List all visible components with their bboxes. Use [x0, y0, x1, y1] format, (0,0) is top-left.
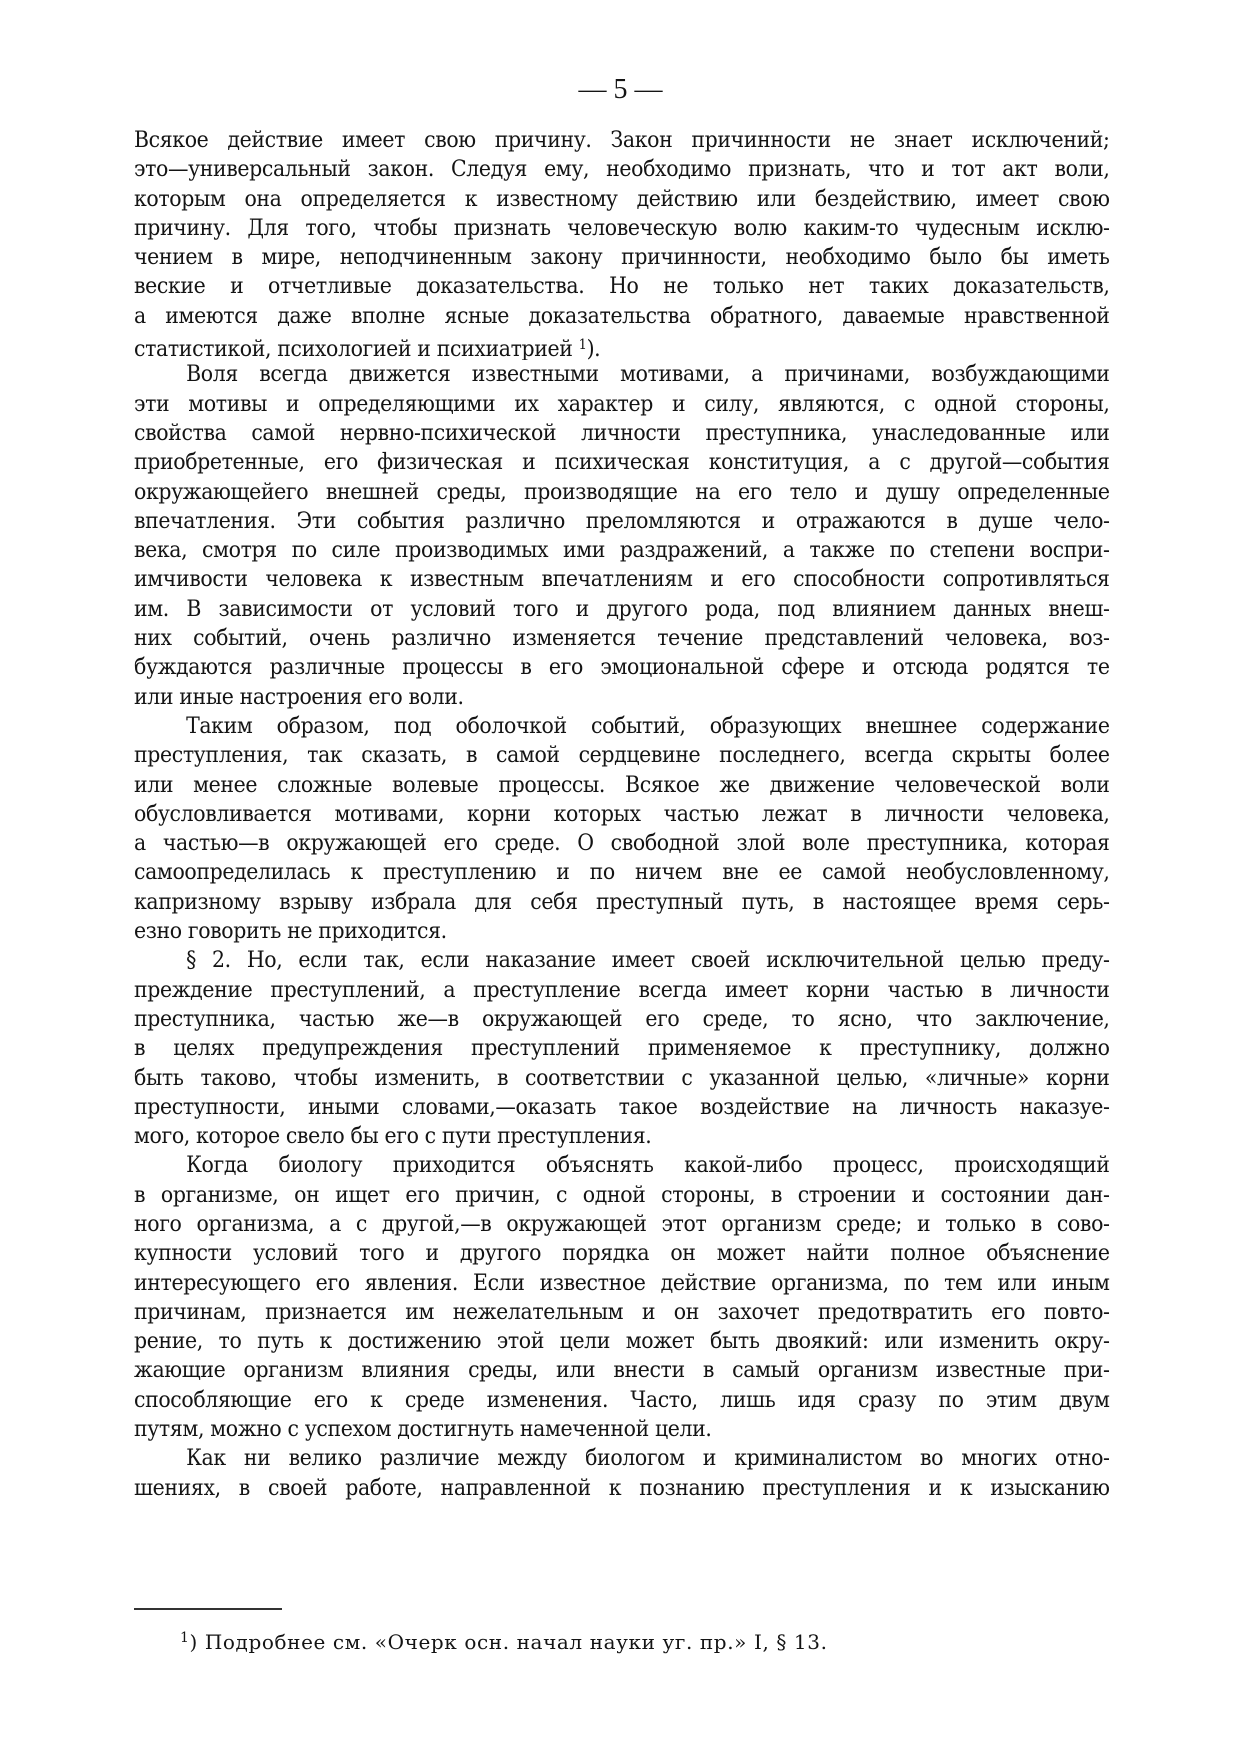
text-line — [134, 272, 1110, 301]
line-text: рение, то путь к достижению этой цели может быть двоякий: или изменить окру- — [134, 1329, 1110, 1355]
text-line — [134, 1415, 1110, 1444]
line-text: или менее сложные волевые процессы. Всякое же движение человеческой воли — [134, 772, 1110, 798]
line-text: самоопределилась к преступлению и по ничем вне ее самой необусловленному, — [134, 860, 1110, 886]
text-line — [134, 448, 1110, 477]
text-line — [134, 888, 1110, 917]
text-line — [134, 1444, 1110, 1473]
line-text: а частью—в окружающей его среде. О свободной злой воле преступника, которая — [134, 831, 1110, 857]
text-line — [134, 1298, 1110, 1327]
text-line — [134, 595, 1110, 624]
line-text: им. В зависимости от условий того и другого рода, под влиянием данных внеш- — [134, 596, 1110, 622]
text-line — [134, 800, 1110, 829]
text-line — [134, 478, 1110, 507]
line-text: причину. Для того, чтобы признать человеческую волю каким-то чудесным исклю- — [134, 215, 1110, 241]
text-line — [134, 302, 1110, 331]
text-line — [134, 858, 1110, 887]
line-text: впечатления. Эти события различно преломляются и отражаются в душе чело- — [134, 508, 1110, 534]
text-line — [134, 1034, 1110, 1063]
text-line — [134, 829, 1110, 858]
footnote-divider — [134, 1608, 282, 1610]
line-text: ного организма, а с другой,—в окружающей этот организм среде; и только в сово- — [134, 1211, 1110, 1237]
line-text: Всякое действие имеет свою причину. Закон причинности не знает исключений; — [134, 128, 1110, 153]
line-text: эти мотивы и определяющими их характер и силу, являются, с одной стороны, — [134, 391, 1110, 417]
line-text: чением в мире, неподчиненным закону причинности, необходимо было бы иметь — [134, 245, 1110, 271]
line-text: § 2. Но, если так, если наказание имеет своей исключительной целью преду- — [186, 948, 1110, 974]
text-line — [134, 683, 1110, 712]
line-text: капризному взрыву избрала для себя преступный путь, в настоящее время серь- — [134, 889, 1110, 915]
text-line — [134, 1005, 1110, 1034]
line-text: жающие организм влияния среды, или внести в самый организм известные при- — [134, 1358, 1110, 1384]
text-line — [134, 507, 1110, 536]
text-line — [134, 126, 1110, 155]
line-text: буждаются различные процессы в его эмоциональной сфере и отсюда родятся те — [134, 655, 1110, 681]
line-text: имчивости человека к известным впечатлениям и его способности сопротивляться — [134, 567, 1110, 593]
text-line — [134, 624, 1110, 653]
page-number: — 5 — — [578, 74, 663, 105]
line-text: интересующего его явления. Если известное действие организма, по тем или иным — [134, 1270, 1110, 1296]
main-text — [134, 126, 1110, 1503]
line-text: или иные настроения его воли. — [134, 684, 464, 710]
text-line — [134, 917, 1110, 946]
line-text: века, смотря по силе производимых ими раздражений, а также по степени воспри- — [134, 538, 1110, 564]
text-line — [134, 741, 1110, 770]
line-text: а имеются даже вполне ясные доказательства обратного, даваемые нравственной — [134, 303, 1110, 329]
text-line — [134, 771, 1110, 800]
text-line — [134, 1474, 1110, 1503]
line-text: Как ни велико различие между биологом и криминалистом во многих отно- — [186, 1446, 1110, 1472]
line-text: Таким образом, под оболочкой событий, образующих внешнее содержание — [186, 713, 1110, 739]
text-line — [134, 712, 1110, 741]
line-text: мого, которое свело бы его с пути преступления. — [134, 1124, 652, 1150]
text-line — [134, 1210, 1110, 1239]
line-text: веские и отчетливые доказательства. Но не только нет таких доказательств, — [134, 274, 1110, 300]
line-text: приобретенные, его физическая и психическая конституция, а с другой—события — [134, 450, 1110, 476]
footnote — [180, 1624, 828, 1656]
text-line — [134, 214, 1110, 243]
line-text: окружающейего внешней среды, производящие на его тело и душу определенные — [134, 479, 1110, 505]
line-text: в организме, он ищет его причин, с одной стороны, в строении и состоянии дан- — [134, 1182, 1110, 1208]
text-line — [134, 1151, 1110, 1180]
text-line — [134, 536, 1110, 565]
line-text: в целях предупреждения преступлений применяемое к преступнику, должно — [134, 1036, 1110, 1062]
line-text: Когда биологу приходится объяснять какой-либо процесс, происходящий — [186, 1153, 1110, 1179]
text-line — [134, 1386, 1110, 1415]
text-line — [134, 1327, 1110, 1356]
line-text: преступности, иными словами,—оказать такое воздействие на личность наказуе- — [134, 1094, 1110, 1120]
line-text: статистикой, психологией и психиатрией — [134, 337, 573, 361]
line-text: которым она определяется к известному действию или бездействию, имеет свою — [134, 186, 1110, 212]
footnote-marker: 1 — [180, 1630, 190, 1646]
text-line — [134, 390, 1110, 419]
line-text: свойства самой нервно-психической личности преступника, унаследованные или — [134, 420, 1110, 446]
text-line — [134, 976, 1110, 1005]
line-text: преждение преступлений, а преступление всегда имеет корни частью в личности — [134, 977, 1110, 1003]
line-text: езно говорить не приходится. — [134, 919, 447, 945]
line-text: них событий, очень различно изменяется течение представлений человека, воз- — [134, 626, 1110, 652]
line-suffix: ). — [586, 337, 601, 361]
text-line — [134, 565, 1110, 594]
line-text: причинам, признается им нежелательным и он захочет предотвратить его повто- — [134, 1299, 1110, 1325]
text-line — [134, 1064, 1110, 1093]
line-text: преступника, частью же—в окружающей его среде, то ясно, что заключение, — [134, 1006, 1110, 1032]
line-text: купности условий того и другого порядка он может найти полное объяснение — [134, 1241, 1110, 1267]
line-text: быть таково, чтобы изменить, в соответствии с указанной целью, «личные» корни — [134, 1065, 1110, 1091]
text-line — [134, 155, 1110, 184]
text-line — [134, 1239, 1110, 1268]
footnote-reference: 1 — [578, 337, 587, 354]
text-line — [134, 946, 1110, 975]
text-line — [134, 1356, 1110, 1385]
line-text: способляющие его к среде изменения. Часто, лишь идя сразу по этим двум — [134, 1387, 1110, 1413]
text-line — [134, 1269, 1110, 1298]
footnote-text: ) Подробнее см. «Очерк осн. начал науки уг. пр.» I, § 13. — [189, 1630, 828, 1654]
text-line — [134, 185, 1110, 214]
text-line — [134, 243, 1110, 272]
line-text: шениях, в своей работе, направленной к познанию преступления и к изысканию — [134, 1475, 1110, 1501]
text-line — [134, 419, 1110, 448]
text-line — [134, 1181, 1110, 1210]
text-line — [134, 331, 1110, 360]
line-text: Воля всегда движется известными мотивами, а причинами, возбуждающими — [186, 362, 1110, 388]
line-text: путям, можно с успехом достигнуть намеченной цели. — [134, 1417, 712, 1443]
line-text: преступления, так сказать, в самой сердцевине последнего, всегда скрыты более — [134, 743, 1110, 769]
line-text: обусловливается мотивами, корни которых частью лежат в личности человека, — [134, 801, 1110, 827]
text-line — [134, 360, 1110, 389]
text-line — [134, 653, 1110, 682]
text-line — [134, 1093, 1110, 1122]
text-line — [134, 1122, 1110, 1151]
line-text: это—универсальный закон. Следуя ему, необходимо признать, что и тот акт воли, — [134, 157, 1110, 183]
